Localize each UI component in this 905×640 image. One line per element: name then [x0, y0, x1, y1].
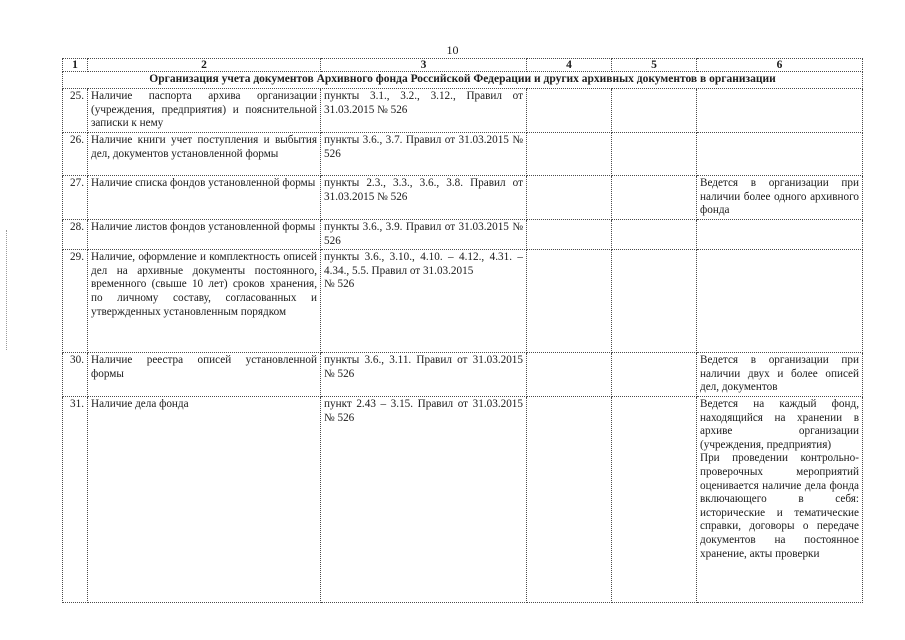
basis-cell: [321, 250, 527, 353]
result-cell-5: [612, 89, 697, 133]
row-number: 31.: [63, 396, 88, 602]
scan-margin-mark: [6, 230, 7, 350]
result-cell-5: [612, 176, 697, 220]
section-heading: Организация учета документов Архивного фонда Российской Федерации и других архивных документов в организации: [63, 72, 863, 89]
result-cell-4: [527, 220, 612, 250]
basis-cell: пункты 2.3., 3.3., 3.6., 3.8. Правил от 31.03.2015 № 526: [321, 176, 527, 220]
column-header-2: 2: [88, 59, 321, 72]
note-cell: [697, 89, 863, 133]
column-header-3: 3: [321, 59, 527, 72]
requirement-cell: Наличие реестра описей установленной формы: [88, 353, 321, 397]
column-number-row: [63, 59, 863, 72]
result-cell-5: [612, 220, 697, 250]
requirement-cell: Наличие списка фондов установленной формы: [88, 176, 321, 220]
basis-cell: пункт 2.43 – 3.15. Правил от 31.03.2015 № 526: [321, 396, 527, 602]
result-cell-4: [527, 89, 612, 133]
table-row: [63, 396, 863, 602]
row-number: 25.: [63, 89, 88, 133]
basis-cell: пункты 3.6., 3.11. Правил от 31.03.2015 № 526: [321, 353, 527, 397]
result-cell-4: [527, 353, 612, 397]
row-number: 27.: [63, 176, 88, 220]
table-row: [63, 133, 863, 176]
row-number: 30.: [63, 353, 88, 397]
note-cell: Ведется в организации при наличии двух и более описей дел, документов: [697, 353, 863, 397]
row-number: 29.: [63, 250, 88, 353]
note-cell: [697, 396, 863, 602]
table-row: [63, 176, 863, 220]
requirement-cell: Наличие листов фондов установленной формы: [88, 220, 321, 250]
requirement-cell: Наличие дела фонда: [88, 396, 321, 602]
result-cell-5: [612, 250, 697, 353]
table-row: [63, 250, 863, 353]
result-cell-5: [612, 353, 697, 397]
page-number: 10: [446, 43, 459, 57]
result-cell-4: [527, 250, 612, 353]
basis-line: № 526: [324, 278, 355, 291]
result-cell-4: [527, 176, 612, 220]
requirement-cell: Наличие паспорта архива организации (учреждения, предприятия) и пояснительной записки к нему: [88, 89, 321, 133]
note-cell: Ведется в организации при наличии более одного архивного фонда: [697, 176, 863, 220]
note-paragraph: При проведении контрольно-проверочных мероприятий оценивается наличие дела фонда включающего в себя: исторические и тематические справки, договоры о передаче документов на постоянное хранение, акты проверки: [700, 452, 859, 560]
basis-line: пункты 3.6., 3.10., 4.10. – 4.12., 4.31. – 4.34., 5.5. Правил от 31.03.2015: [324, 251, 523, 277]
requirement-cell: Наличие книги учет поступления и выбытия дел, документов установленной формы: [88, 133, 321, 176]
column-header-5: 5: [612, 59, 697, 72]
basis-cell: пункты 3.6., 3.9. Правил от 31.03.2015 № 526: [321, 220, 527, 250]
note-paragraph: Ведется на каждый фонд, находящийся на хранении в архиве организации (учреждения, предприятия): [700, 397, 859, 451]
table-row: [63, 353, 863, 397]
row-number: 28.: [63, 220, 88, 250]
table-row: [63, 220, 863, 250]
result-cell-5: [612, 396, 697, 602]
requirement-cell: Наличие, оформление и комплектность описей дел на архивные документы постоянного, временного (свыше 10 лет) сроков хранения, по личному составу, согласованных и утвержденных установленным порядком: [88, 250, 321, 353]
basis-cell: пункты 3.6., 3.7. Правил от 31.03.2015 № 526: [321, 133, 527, 176]
note-cell: [697, 133, 863, 176]
note-cell: [697, 250, 863, 353]
section-heading-row: [63, 72, 863, 89]
result-cell-4: [527, 133, 612, 176]
note-cell: [697, 220, 863, 250]
result-cell-4: [527, 396, 612, 602]
row-number: 26.: [63, 133, 88, 176]
checklist-table: [62, 58, 863, 603]
column-header-1: 1: [63, 59, 88, 72]
basis-cell: пункты 3.1., 3.2., 3.12., Правил от 31.03.2015 № 526: [321, 89, 527, 133]
column-header-4: 4: [527, 59, 612, 72]
result-cell-5: [612, 133, 697, 176]
table-row: [63, 89, 863, 133]
column-header-6: 6: [697, 59, 863, 72]
